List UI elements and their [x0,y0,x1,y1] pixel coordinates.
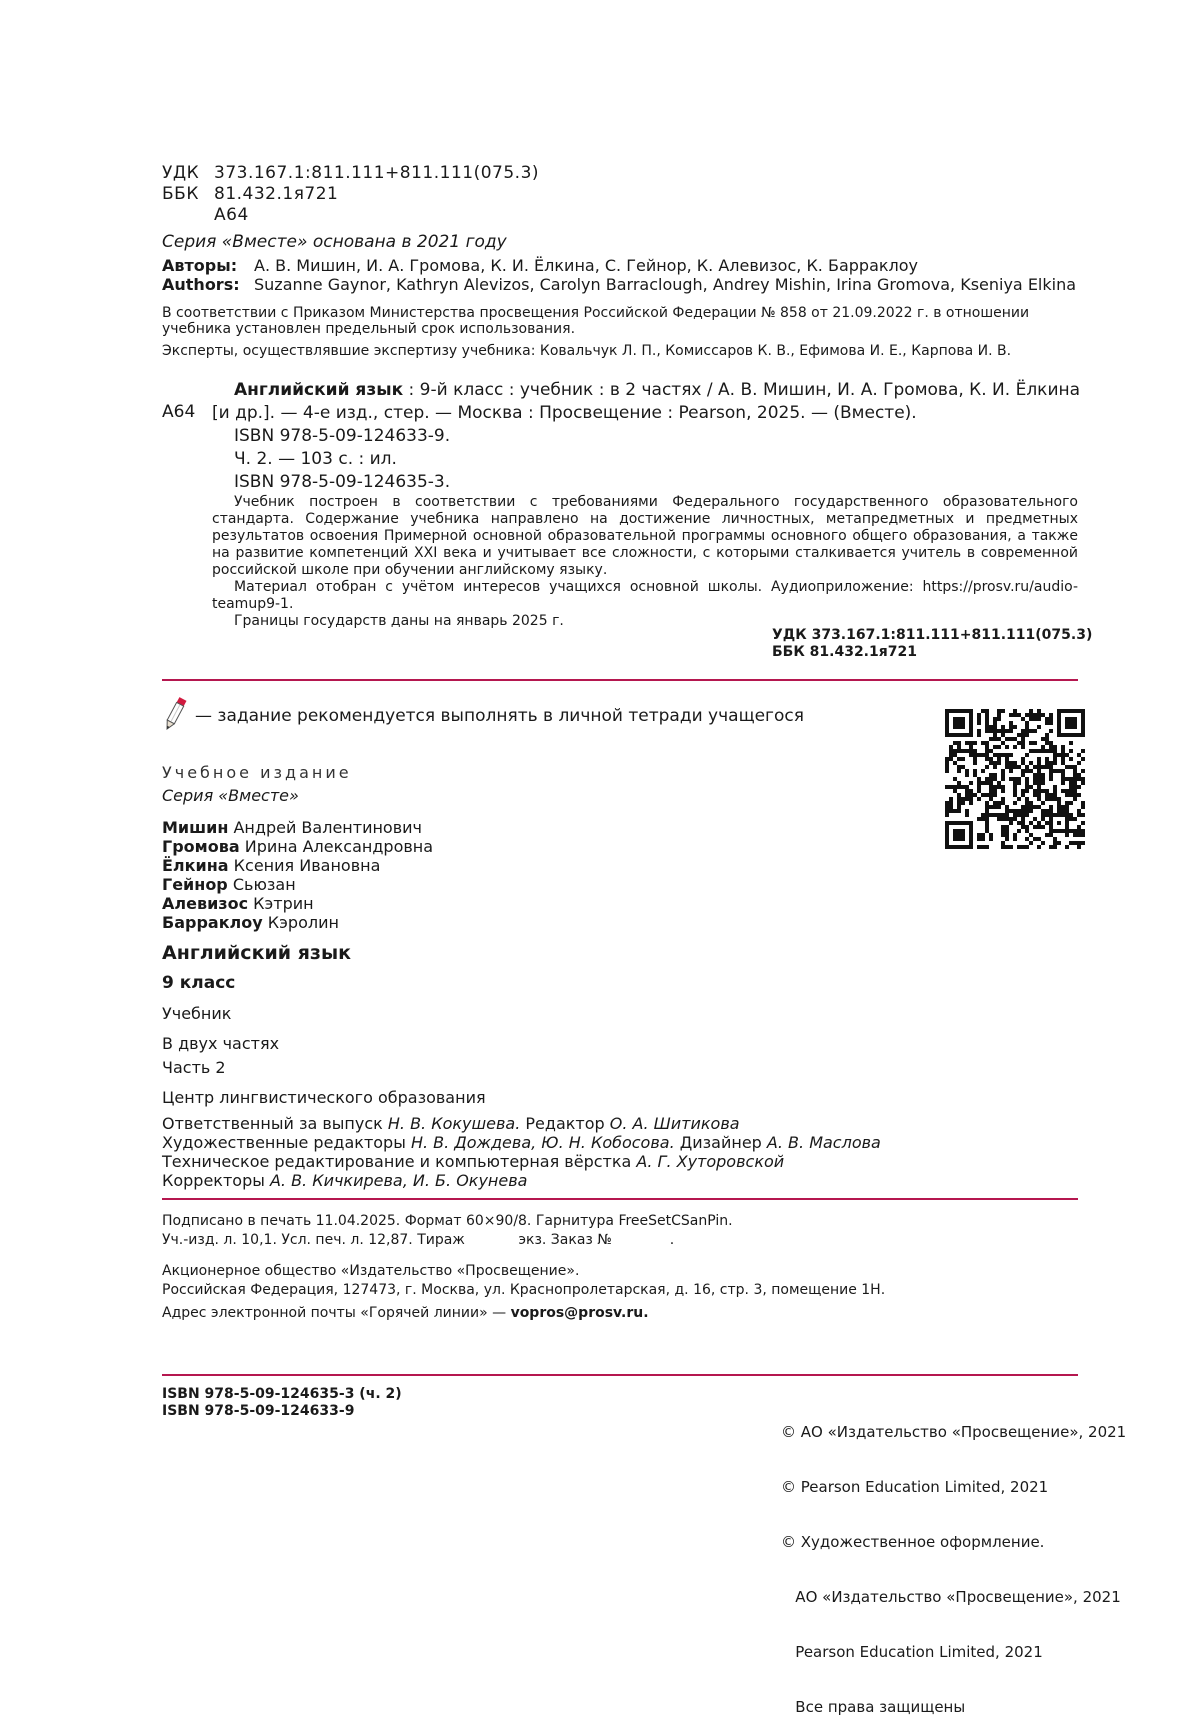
pencil-icon [160,695,190,733]
people-list [162,818,433,932]
catalog-title: Английский язык [234,380,404,400]
isbn-footer [162,1386,402,1420]
book-title: Английский язык [162,942,352,964]
catalog-line1: : 9-й класс : учебник : в 2 частях / А. В. Мишин, И. А. Громова, К. И. Ёлкина [403,380,1081,400]
udk-bottom [772,627,1092,661]
book-center: Центр лингвистического образования [162,1088,486,1107]
author-mark: А64 [214,205,249,225]
edition-type: Учебное издание [162,763,352,782]
print-line-3: Акционерное общество «Издательство «Просвещение». [162,1263,580,1279]
book-grade: 9 класс [162,973,236,993]
book-parts: В двух частях [162,1034,280,1053]
authors-ru-label: Авторы: [162,256,238,275]
udk-value: 373.167.1:811.111+811.111(075.3) [214,163,540,183]
qr-code-icon [945,709,1085,849]
print-line-5: Адрес электронной почты «Горячей линии» — vopros@prosv.ru. [162,1305,649,1321]
divider-2 [162,1198,1078,1200]
legend-text: — задание рекомендуется выполнять в личной тетради учащегося [195,706,804,726]
annotation-p2: Материал отобран с учётом интересов учащихся основной школы. Аудиоприложение: https://prosv.ru/audio-teamup9-1. [212,579,1078,612]
bbk-value: 81.432.1я721 [214,184,339,204]
experts-note: Эксперты, осуществлявшие экспертизу учебника: Ковальчук Л. П., Комиссаров К. В., Ефимова И. Е., Карпова И. В. [162,343,1012,359]
list-item: Мишин Андрей Валентинович [162,818,422,837]
catalog-line2: [и др.]. — 4-е изд., стер. — Москва : Просвещение : Pearson, 2025. — (Вместе). [212,403,917,423]
annotation-p3: Границы государств даны на январь 2025 г. [234,613,564,629]
list-item: Ёлкина Ксения Ивановна [162,856,381,875]
isbn-footer-2: ISBN 978-5-09-124633-9 [162,1403,355,1419]
edition-series: Серия «Вместе» [162,786,299,805]
isbn-footer-1: ISBN 978-5-09-124635-3 (ч. 2) [162,1386,402,1402]
list-item: Алевизос Кэтрин [162,894,314,913]
authors-en-label: Authors: [162,275,240,294]
authors-en: Suzanne Gaynor, Kathryn Alevizos, Carolyn Barraclough, Andrey Mishin, Irina Gromova, Kseniya Elkina [254,275,1077,294]
print-line-4: Российская Федерация, 127473, г. Москва, ул. Краснопролетарская, д. 16, стр. 3, помещение 1Н. [162,1282,886,1298]
udk-bottom-bbk: ББК 81.432.1я721 [772,644,917,660]
list-item: Громова Ирина Александровна [162,837,434,856]
catalog-card [212,379,1092,494]
catalog-isbn1: ISBN 978-5-09-124633-9. [234,426,451,446]
list-item: Гейнор Сьюзан [162,875,296,894]
book-kind: Учебник [162,1004,232,1023]
list-item: Барраклоу Кэролин [162,913,339,932]
divider-1 [162,679,1078,681]
series-founded: Серия «Вместе» основана в 2021 году [162,232,507,252]
udk-block [162,163,539,226]
catalog-part: Ч. 2. — 103 с. : ил. [234,449,397,469]
authors-ru: А. В. Мишин, И. А. Громова, К. И. Ёлкина, С. Гейнор, К. Алевизос, К. Барраклоу [254,256,919,275]
print-line-1: Подписано в печать 11.04.2025. Формат 60×90/8. Гарнитура FreeSetCSanPin. [162,1213,733,1229]
udk-bottom-udk: УДК 373.167.1:811.111+811.111(075.3) [772,627,1093,643]
book-part: Часть 2 [162,1058,226,1077]
annotation [212,494,1078,630]
print-line-2: Уч.-изд. л. 10,1. Усл. печ. л. 12,87. Тираж экз. Заказ № . [162,1232,675,1248]
copyright-block: © АО «Издательство «Просвещение», 2021 © Pearson Education Limited, 2021 © Художественное оформление. АО «Издательство «Просвещение», 2021 Pearson Education Limited, 2021 Все права защищены [781,1423,1127,1716]
authors-block [162,256,1076,294]
annotation-p1: Учебник построен в соответствии с требованиями Федерального государственного образовательного стандарта. Содержание учебника направлено на достижение личностных, метапредметных и предметных результатов освоения Примерной основной образовательной программы основного общего образования, а также на развитие компетенций XXI века и учитывает все сложности, с которыми сталкивается учитель в современной российской школе при обучении английскому языку. [212,494,1078,578]
catalog-isbn2: ISBN 978-5-09-124635-3. [234,472,451,492]
print-info [162,1212,885,1323]
divider-3 [162,1374,1078,1376]
order-note: В соответствии с Приказом Министерства просвещения Российской Федерации № 858 от 21.09.2022 г. в отношении учебника установлен предельный срок использования. [162,305,1030,337]
credits: Ответственный за выпуск Н. В. Кокушева. Редактор О. А. Шитикова Художественные редакторы Н. В. Дождева, Ю. Н. Кобосова. Дизайнер А. В. Маслова Техническое редактирование и компьютерная вёрстка А. Г. Хуторовской Корректоры А. В. Кичкирева, И. Б. Окунева [162,1114,881,1190]
udk-label: УДК [162,163,200,183]
catalog-mark: А64 [162,402,196,422]
bbk-label: ББК [162,184,199,204]
